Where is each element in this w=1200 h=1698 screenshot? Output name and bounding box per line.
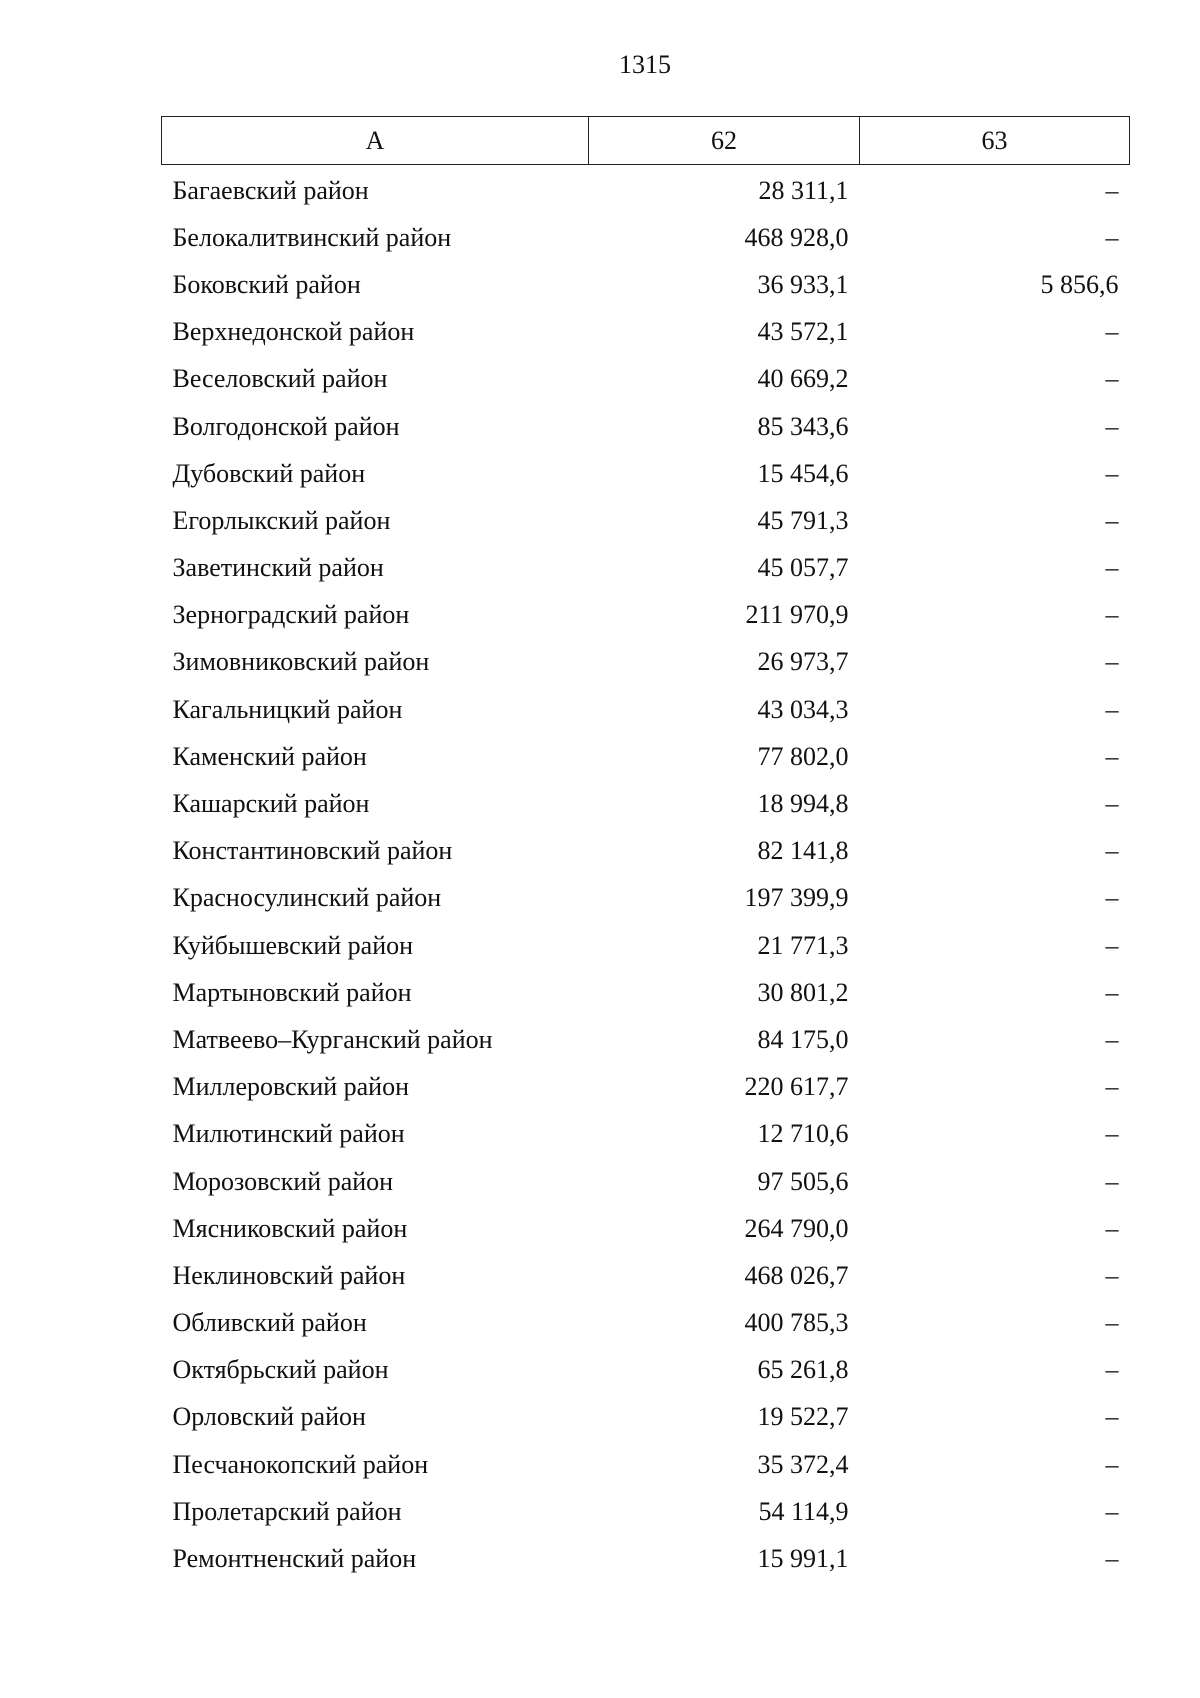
table-row [162,780,1130,827]
value-col-62: 36 933,1 [757,269,849,299]
district-name: Зимовниковский район [172,647,430,677]
value-col-63: – [1105,1308,1119,1338]
table-row [162,733,1130,780]
table-row [162,1064,1130,1111]
value-col-63: 5 856,6 [1040,269,1119,299]
value-col-62: 40 669,2 [757,364,849,394]
table-row [162,1347,1130,1394]
value-col-62: 54 114,9 [758,1496,849,1526]
value-col-63: – [1105,883,1119,913]
table-row [162,1111,1130,1158]
page-number: 1315 [619,50,671,79]
value-col-63: – [1105,1213,1119,1243]
table-row [162,214,1130,261]
header-col-a: А [162,117,589,165]
value-col-63: – [1105,222,1119,252]
data-table [161,116,1130,1583]
district-name: Куйбышевский район [172,930,414,960]
value-col-62: 45 057,7 [757,553,849,583]
value-col-63: – [1105,836,1119,866]
district-name: Багаевский район [172,175,369,205]
district-name: Пролетарский район [172,1496,402,1526]
table-row [162,309,1130,356]
table-row [162,639,1130,686]
value-col-63: – [1105,1449,1119,1479]
value-col-62: 264 790,0 [744,1213,849,1243]
table-row [162,922,1130,969]
table-header [162,117,1130,165]
value-col-63: – [1105,1119,1119,1149]
value-col-62: 45 791,3 [757,505,849,535]
value-col-62: 400 785,3 [744,1308,849,1338]
table-row [162,686,1130,733]
value-col-62: 15 454,6 [757,458,849,488]
value-col-63: – [1105,1355,1119,1385]
value-col-62: 197 399,9 [744,883,849,913]
district-name: Мартыновский район [172,977,412,1007]
table-row [162,165,1130,215]
value-col-62: 43 034,3 [757,694,849,724]
district-name: Каменский район [172,741,367,771]
district-name: Веселовский район [172,364,388,394]
table-body [162,165,1130,1583]
district-name: Орловский район [172,1402,366,1432]
district-name: Морозовский район [172,1166,394,1196]
table-row [162,545,1130,592]
district-name: Милютинский район [172,1119,405,1149]
district-name: Верхнедонской район [172,317,415,347]
table-row [162,1488,1130,1535]
value-col-63: – [1105,1072,1119,1102]
value-col-62: 84 175,0 [757,1024,849,1054]
district-name: Матвеево–Курганский район [172,1024,493,1054]
value-col-62: 28 311,1 [758,175,849,205]
district-name: Мясниковский район [172,1213,408,1243]
table-row [162,1300,1130,1347]
table-row [162,875,1130,922]
value-col-62: 21 771,3 [757,930,849,960]
table-row [162,450,1130,497]
value-col-62: 468 026,7 [744,1260,849,1290]
district-name: Песчанокопский район [172,1449,429,1479]
table-row [162,1535,1130,1582]
district-name: Константиновский район [172,836,453,866]
value-col-63: – [1105,600,1119,630]
district-name: Кашарский район [172,789,370,819]
district-name: Егорлыкский район [172,505,391,535]
value-col-63: – [1105,789,1119,819]
value-col-62: 77 802,0 [757,741,849,771]
value-col-63: – [1105,1166,1119,1196]
district-name: Красносулинский район [172,883,442,913]
value-col-62: 35 372,4 [757,1449,849,1479]
district-name: Боковский район [172,269,361,299]
header-col-62: 62 [589,117,860,165]
value-col-62: 65 261,8 [757,1355,849,1385]
value-col-63: – [1105,317,1119,347]
table-row [162,828,1130,875]
value-col-63: – [1105,930,1119,960]
value-col-63: – [1105,647,1119,677]
table-row [162,1158,1130,1205]
district-name: Октябрьский район [172,1355,389,1385]
district-name: Ремонтненский район [172,1544,417,1574]
table-row [162,1394,1130,1441]
table-row [162,497,1130,544]
value-col-63: – [1105,175,1119,205]
value-col-62: 43 572,1 [757,317,849,347]
header-col-63: 63 [860,117,1130,165]
district-name: Волгодонской район [172,411,400,441]
value-col-62: 15 991,1 [757,1544,849,1574]
value-col-62: 12 710,6 [757,1119,849,1149]
table-row [162,592,1130,639]
value-col-63: – [1105,1496,1119,1526]
header-row [162,117,1130,165]
value-col-62: 82 141,8 [757,836,849,866]
table-row [162,969,1130,1016]
district-name: Белокалитвинский район [172,222,452,252]
value-col-63: – [1105,458,1119,488]
value-col-63: – [1105,694,1119,724]
value-col-63: – [1105,364,1119,394]
value-col-63: – [1105,553,1119,583]
district-name: Зерноградский район [172,600,410,630]
district-name: Дубовский район [172,458,366,488]
value-col-63: – [1105,411,1119,441]
district-name: Обливский район [172,1308,367,1338]
value-col-62: 220 617,7 [744,1072,849,1102]
table-row [162,1252,1130,1299]
value-col-63: – [1105,505,1119,535]
district-name: Заветинский район [172,553,384,583]
value-col-63: – [1105,741,1119,771]
value-col-62: 85 343,6 [757,411,849,441]
value-col-62: 468 928,0 [744,222,849,252]
value-col-62: 97 505,6 [757,1166,849,1196]
district-name: Неклиновский район [172,1260,406,1290]
value-col-62: 26 973,7 [757,647,849,677]
value-col-62: 19 522,7 [757,1402,849,1432]
value-col-63: – [1105,1024,1119,1054]
value-col-63: – [1105,977,1119,1007]
district-name: Миллеровский район [172,1072,410,1102]
table-row [162,1016,1130,1063]
value-col-62: 30 801,2 [757,977,849,1007]
table-row [162,261,1130,308]
value-col-62: 211 970,9 [745,600,849,630]
value-col-63: – [1105,1544,1119,1574]
data-table-container [161,116,1129,1583]
table-row [162,1205,1130,1252]
value-col-63: – [1105,1260,1119,1290]
table-row [162,356,1130,403]
district-name: Кагальницкий район [172,694,403,724]
value-col-63: – [1105,1402,1119,1432]
value-col-62: 18 994,8 [757,789,849,819]
table-row [162,1441,1130,1488]
table-row [162,403,1130,450]
